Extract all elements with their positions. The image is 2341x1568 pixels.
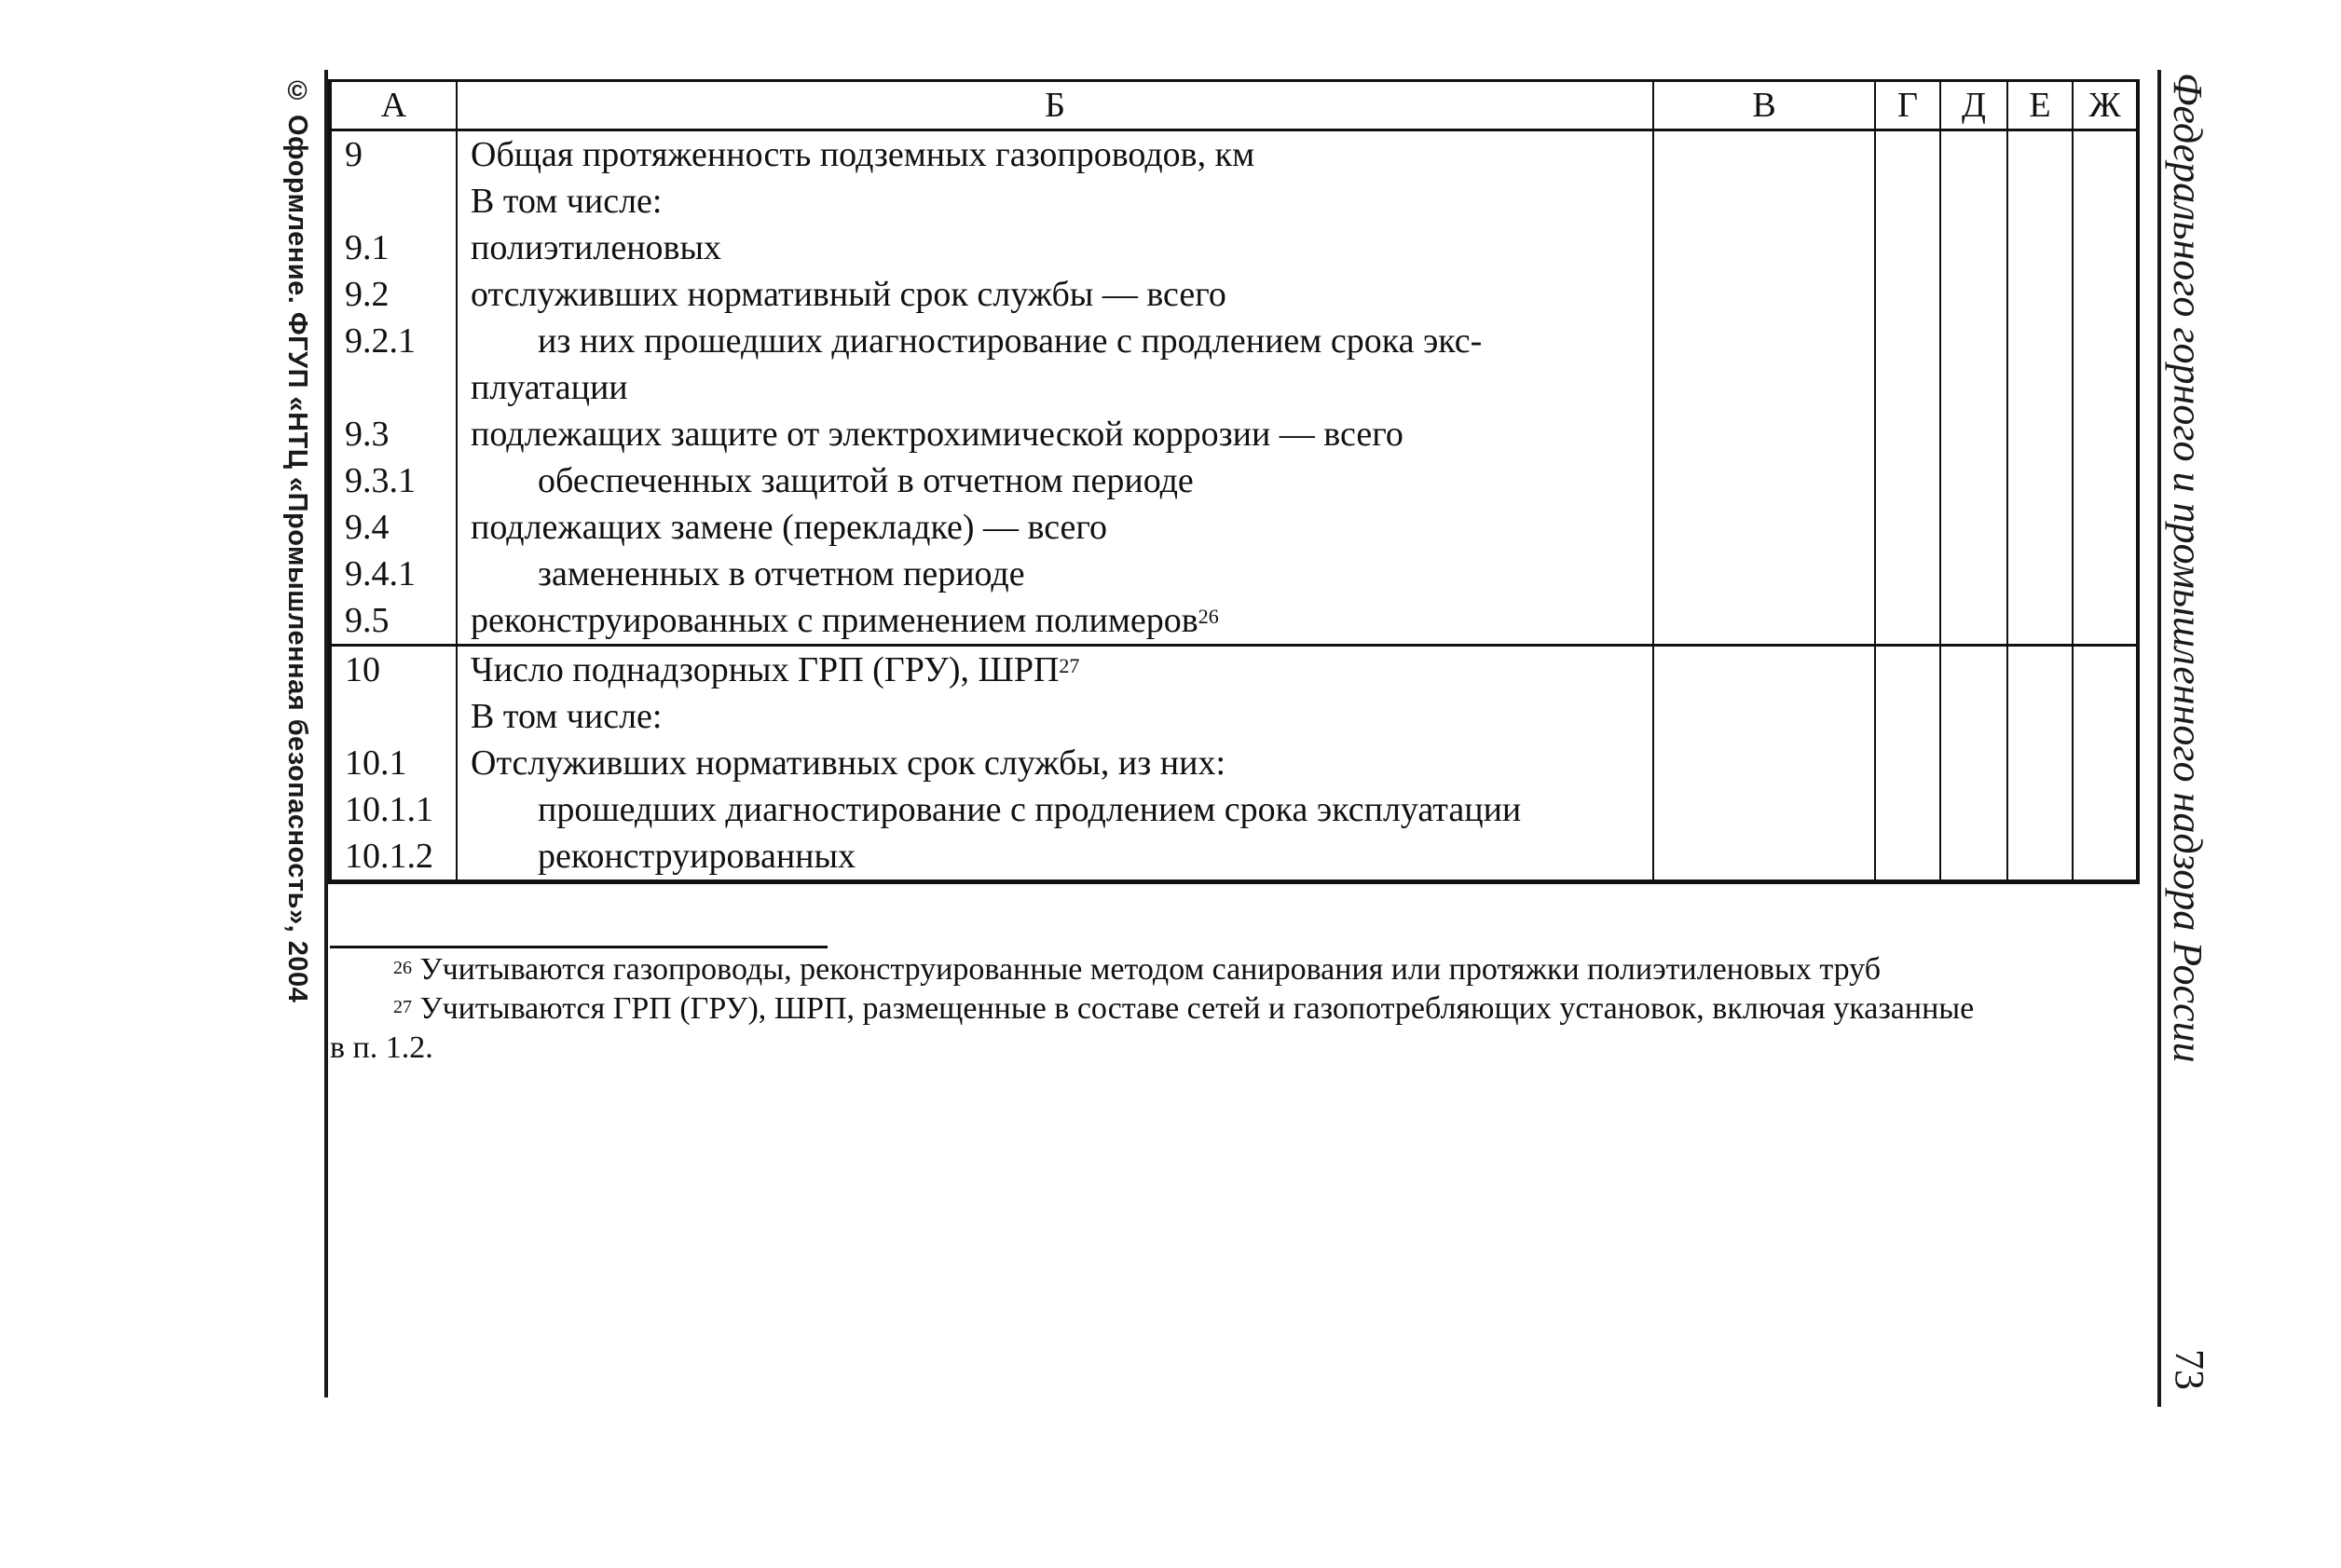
report-table bbox=[328, 79, 2140, 884]
table-header-row bbox=[330, 81, 2138, 130]
footnote-26 bbox=[330, 950, 2142, 989]
value-cell-v bbox=[1653, 130, 1875, 646]
row-text: Отслуживших нормативных срок службы, из них: bbox=[471, 743, 1226, 783]
column-header-v: В bbox=[1653, 81, 1875, 130]
row-text: Общая протяженность подземных газопроводов, км bbox=[471, 135, 1255, 174]
right-margin-rule bbox=[2157, 70, 2161, 1407]
row-number: 9.3 bbox=[345, 415, 390, 454]
column-header-d: Д bbox=[1940, 81, 2007, 130]
row-text: обеспеченных защитой в отчетном периоде bbox=[538, 461, 1194, 500]
row-number bbox=[345, 693, 456, 740]
column-header-a: А bbox=[330, 81, 457, 130]
footnote-separator bbox=[330, 946, 828, 948]
table-group-9 bbox=[330, 130, 2138, 646]
footnote-text: Учитываются ГРП (ГРУ), ШРП, размещенные в составе сетей и газопотребляющих установок, включая указанные bbox=[419, 991, 1975, 1026]
column-header-zh: Ж bbox=[2073, 81, 2138, 130]
row-number-cell bbox=[330, 130, 457, 646]
row-text: реконструированных с применением полимеров bbox=[471, 601, 1198, 640]
row-text: полиэтиленовых bbox=[471, 228, 722, 267]
value-cell-d bbox=[1940, 646, 2007, 882]
table-group-10 bbox=[330, 646, 2138, 882]
row-text: Число поднадзорных ГРП (ГРУ), ШРП bbox=[471, 650, 1060, 689]
row-text: прошедших диагностирование с продлением срока эксплуатации bbox=[538, 790, 1522, 829]
row-number: 9.4.1 bbox=[345, 554, 416, 593]
row-number: 9.4 bbox=[345, 508, 390, 547]
footnote-mark: 27 bbox=[393, 997, 412, 1017]
page-number: 73 bbox=[2167, 1349, 2212, 1390]
footnotes bbox=[330, 950, 2142, 1068]
row-number: 10.1.2 bbox=[345, 837, 433, 876]
row-number: 9.3.1 bbox=[345, 461, 416, 500]
row-text-cell bbox=[457, 646, 1653, 882]
row-text: реконструированных bbox=[538, 837, 856, 876]
value-cell-zh bbox=[2073, 130, 2138, 646]
row-text: В том числе: bbox=[471, 182, 663, 221]
row-text: подлежащих защите от электрохимической коррозии — всего bbox=[471, 415, 1403, 454]
row-number: 10.1 bbox=[345, 743, 407, 783]
column-header-b: Б bbox=[457, 81, 1653, 130]
value-cell-e bbox=[2007, 646, 2073, 882]
row-number-cell bbox=[330, 646, 457, 882]
footnote-27-continuation: в п. 1.2. bbox=[330, 1030, 433, 1065]
row-number: 9.5 bbox=[345, 601, 390, 640]
row-text-cell bbox=[457, 130, 1653, 646]
copyright-note: © Оформление. ФГУП «НТЦ «Промышленная безопасность», 2004 bbox=[282, 76, 312, 1003]
row-text: замененных в отчетном периоде bbox=[538, 554, 1025, 593]
row-text: В том числе: bbox=[471, 697, 663, 736]
row-number: 9.2.1 bbox=[345, 321, 416, 361]
footnote-ref: 27 bbox=[1059, 654, 1080, 677]
row-text: подлежащих замене (перекладке) — всего bbox=[471, 508, 1108, 547]
row-text-with-footnote bbox=[471, 597, 1643, 644]
column-header-e: Е bbox=[2007, 81, 2073, 130]
row-text: из них прошедших диагностирование с продлением срока экс- bbox=[538, 321, 1483, 361]
value-cell-g bbox=[1875, 646, 1940, 882]
column-header-g: Г bbox=[1875, 81, 1940, 130]
footnote-ref: 26 bbox=[1198, 605, 1219, 628]
footnote-text: Учитываются газопроводы, реконструированные методом санирования или протяжки полиэтиленовых труб bbox=[419, 952, 1882, 987]
value-cell-g bbox=[1875, 130, 1940, 646]
row-number: 10 bbox=[345, 650, 380, 689]
row-text-with-footnote bbox=[471, 647, 1643, 693]
row-number: 10.1.1 bbox=[345, 790, 433, 829]
row-number: 9.1 bbox=[345, 228, 390, 267]
value-cell-e bbox=[2007, 130, 2073, 646]
row-text-continuation: плуатации bbox=[471, 368, 628, 407]
value-cell-d bbox=[1940, 130, 2007, 646]
row-number bbox=[345, 178, 456, 225]
row-text: отслуживших нормативный срок службы — всего bbox=[471, 275, 1226, 314]
running-title: Федерального горного и промышленного надзора России bbox=[2165, 73, 2211, 1063]
row-number: 9 bbox=[345, 135, 363, 174]
footnote-mark: 26 bbox=[393, 958, 412, 978]
row-number: 9.2 bbox=[345, 275, 390, 314]
value-cell-v bbox=[1653, 646, 1875, 882]
value-cell-zh bbox=[2073, 646, 2138, 882]
footnote-27 bbox=[330, 989, 2142, 1029]
